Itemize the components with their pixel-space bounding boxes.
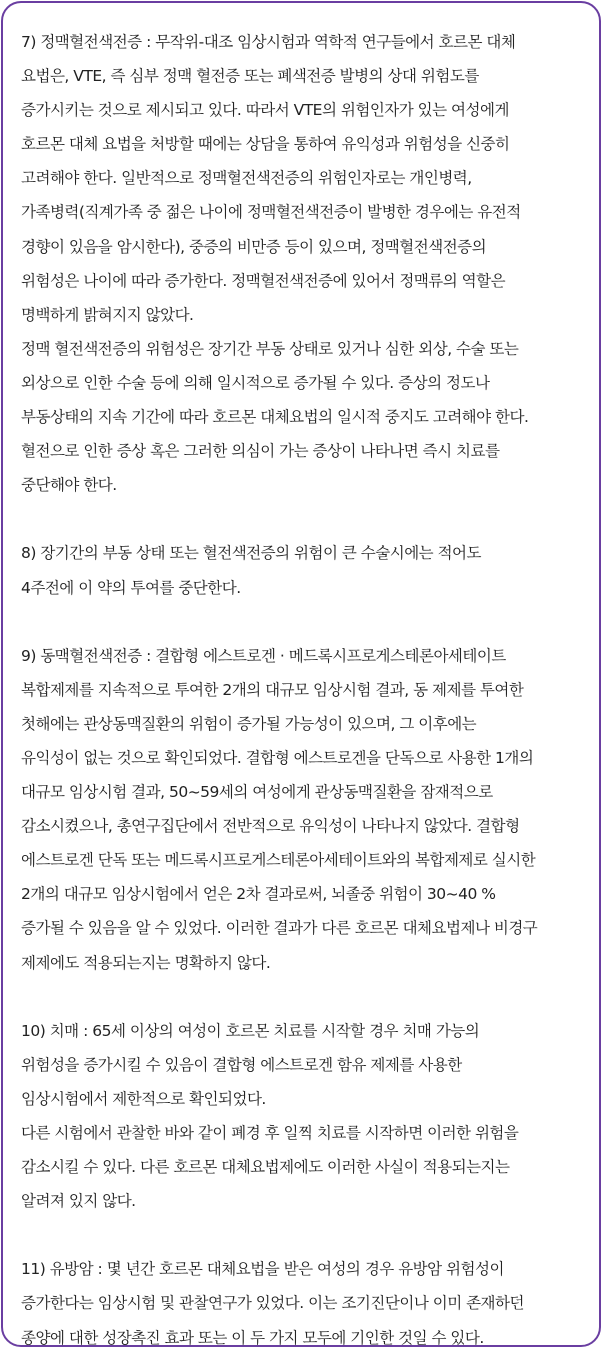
text-line: 다른 시험에서 관찰한 바와 같이 폐경 후 일찍 치료를 시작하면 이러한 위험을 [21,1124,519,1142]
blank-line [21,605,593,639]
text-line: 혈전으로 인한 증상 혹은 그러한 의심이 가는 증상이 나타나면 즉시 치료를 [21,442,500,461]
text-line: 증가시키는 것으로 제시되고 있다. 따라서 VTE의 위험인자가 있는 여성에게 [21,101,509,120]
text-line: 9) 동맥혈전색전증 : 결합형 에스트로겐 · 메드록시프로게스테론아세테이트 [21,646,506,665]
text-line: 10) 치매 : 65세 이상의 여성이 호르몬 치료를 시작할 경우 치매 가능의 [21,1021,480,1040]
text-line: 첫해에는 관상동맥질환의 위험이 증가될 가능성이 있으며, 그 이후에는 [21,714,477,733]
blank-line [21,980,593,1014]
text-line: 정맥 혈전색전증의 위험성은 장기간 부동 상태로 있거나 심한 외상, 수술 또는 [21,339,519,358]
text-line: 경향이 있음을 암시한다), 중증의 비만증 등이 있으며, 정맥혈전색전증의 [21,237,487,256]
text-line: 고려해야 한다. 일반적으로 정맥혈전색전증의 위험인자로는 개인병력, [21,169,472,188]
text-line: 11) 유방암 : 몇 년간 호르몬 대체요법을 받은 여성의 경우 유방암 위험성이 [21,1260,504,1279]
text-line: 감소시켰으나, 총연구집단에서 전반적으로 유익성이 나타나지 않았다. 결합형 [21,817,520,836]
text-line: 중단해야 한다. [21,476,117,495]
text-line: 위험성은 나이에 따라 증가한다. 정맥혈전색전증에 있어서 정맥류의 역할은 [21,271,506,290]
text-line: 4주전에 이 약의 투여를 중단한다. [21,578,241,597]
blank-line [21,502,593,536]
text-line: 대규모 임상시험 결과, 50~59세의 여성에게 관상동맥질환을 잠재적으로 [21,783,493,802]
text-line: 호르몬 대체 요법을 처방할 때에는 상담을 통하여 유익성과 위험성을 신중히 [21,135,510,154]
text-line: 제제에도 적용되는지는 명확하지 않다. [21,953,271,972]
text-line: 명백하게 밝혀지지 않았다. [21,305,194,324]
text-line: 부동상태의 지속 기간에 따라 호르몬 대체요법의 일시적 중지도 고려해야 한다. [21,408,529,427]
text-line: 알려져 있지 않다. [21,1192,136,1211]
text-line: 7) 정맥혈전색전증 : 무작위-대조 임상시험과 역학적 연구들에서 호르몬 대체 [21,33,516,51]
text-line: 위험성을 증가시킬 수 있음이 결합형 에스트로겐 함유 제제를 사용한 [21,1055,462,1074]
text-line: 가족병력(직계가족 중 젊은 나이에 정맥혈전색전증이 발병한 경우에는 유전적 [21,203,521,222]
text-line: 증가한다는 임상시험 및 관찰연구가 있었다. 이는 조기진단이나 이미 존재하던 [21,1294,524,1313]
text-line: 증가될 수 있음을 알 수 있었다. 이러한 결과가 다른 호르몬 대체요법제나 비경구 [21,919,538,938]
text-line: 유익성이 없는 것으로 확인되었다. 결합형 에스트로겐을 단독으로 사용한 1개의 [21,748,534,767]
text-line: 2개의 대규모 임상시험에서 얻은 2차 결과로써, 뇌졸중 위험이 30~40 % [21,885,496,904]
document-text [21,25,593,1355]
text-line: 에스트로겐 단독 또는 메드록시프로게스테론아세테이트와의 복합제제로 실시한 [21,851,536,870]
text-line: 종양에 대한 성장촉진 효과 또는 이 두 가지 모두에 기인한 것일 수 있다. [21,1328,484,1347]
text-line: 감소시킬 수 있다. 다른 호르몬 대체요법제에도 이러한 사실이 적용되는지는 [21,1158,510,1177]
text-line: 임상시험에서 제한적으로 확인되었다. [21,1089,266,1108]
document-card [1,1,601,1347]
text-line: 8) 장기간의 부동 상태 또는 혈전색전증의 위험이 큰 수술시에는 적어도 [21,544,481,563]
text-line: 외상으로 인한 수술 등에 의해 일시적으로 증가될 수 있다. 증상의 정도나 [21,373,490,392]
text-line: 요법은, VTE, 즉 심부 정맥 혈전증 또는 폐색전증 발병의 상대 위험도를 [21,67,479,86]
text-line: 복합제제를 지속적으로 투여한 2개의 대규모 임상시험 결과, 동 제제를 투여한 [21,680,524,699]
blank-line [21,1218,593,1252]
